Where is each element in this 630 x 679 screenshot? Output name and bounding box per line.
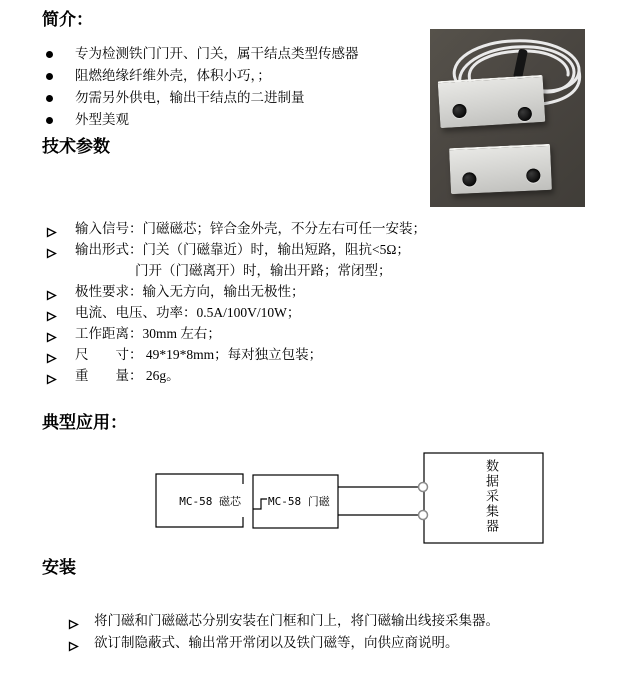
list-item <box>68 610 499 632</box>
product-photo <box>430 29 585 207</box>
collector-box-label: 数据采集器 <box>483 459 498 534</box>
install-list <box>68 610 499 654</box>
list-item <box>46 365 426 386</box>
list-item <box>68 632 499 654</box>
list-item-continuation <box>46 260 426 281</box>
bullet-icon <box>46 73 53 80</box>
tech-item-text: 极性要求：输入无方向，输出无极性； <box>75 284 305 299</box>
tech-item-text: 输入信号：门磁磁芯；锌合金外壳，不分左右可任一安装； <box>75 221 426 236</box>
intro-heading: 简介： <box>42 10 93 30</box>
tech-heading: 技术参数 <box>42 137 110 157</box>
bullet-icon <box>46 117 53 124</box>
tech-item-text: 尺 寸： 49*19*8mm；每对独立包装； <box>75 347 323 362</box>
list-item <box>46 281 426 302</box>
terminal-icon <box>419 511 428 520</box>
intro-list <box>46 43 359 131</box>
list-item <box>46 87 359 109</box>
sensor-block-lower <box>449 144 552 194</box>
screw-hole <box>462 172 477 187</box>
intro-item-text: 勿需另外供电，输出干结点的二进制量 <box>75 90 305 105</box>
list-item <box>46 109 359 131</box>
arrow-bullet-icon <box>46 328 75 349</box>
sensor-block-upper <box>438 75 546 128</box>
tech-item-text: 门开（门磁离开）时，输出开路；常闭型； <box>135 263 392 278</box>
arrow-bullet-icon <box>46 349 75 370</box>
intro-item-text: 外型美观 <box>75 112 129 127</box>
core-box-label: MC-58 磁芯 <box>179 495 241 508</box>
tech-item-text: 重 量： 26g。 <box>75 368 180 383</box>
bullet-icon <box>46 95 53 102</box>
tech-item-text: 工作距离：30mm 左右； <box>75 326 221 341</box>
tech-item-text: 输出形式：门关（门磁靠近）时，输出短路，阻抗<5Ω； <box>75 242 410 257</box>
application-heading: 典型应用： <box>42 413 127 433</box>
tech-list <box>46 218 426 386</box>
list-item <box>46 239 426 260</box>
install-item-text: 将门磁和门磁磁芯分别安装在门框和门上，将门磁输出线接采集器。 <box>94 613 499 628</box>
arrow-bullet-icon <box>46 286 75 307</box>
list-item <box>46 218 426 239</box>
arrow-bullet-icon <box>46 370 75 391</box>
screw-hole <box>526 168 541 183</box>
intro-item-text: 阻燃绝缘纤维外壳，体积小巧，； <box>75 68 271 83</box>
screw-hole <box>517 107 532 122</box>
list-item <box>46 43 359 65</box>
list-item <box>46 65 359 87</box>
list-item <box>46 344 426 365</box>
list-item <box>46 323 426 344</box>
arrow-bullet-icon <box>46 307 75 328</box>
tech-item-text: 电流、电压、功率：0.5A/100V/10W； <box>75 305 301 320</box>
application-diagram <box>120 448 565 548</box>
list-item <box>46 302 426 323</box>
install-item-text: 欲订制隐蔽式、输出常开常闭以及铁门磁等，向供应商说明。 <box>94 635 459 650</box>
switch-box-label: MC-58 门磁 <box>268 495 330 508</box>
intro-item-text: 专为检测铁门门开、门关，属干结点类型传感器 <box>75 46 359 61</box>
arrow-bullet-icon <box>68 637 94 659</box>
terminal-icon <box>419 483 428 492</box>
arrow-bullet-icon <box>68 615 94 637</box>
arrow-bullet-icon <box>46 223 75 244</box>
arrow-bullet-icon <box>46 244 75 265</box>
bullet-icon <box>46 51 53 58</box>
screw-hole <box>452 104 467 119</box>
install-heading: 安装 <box>42 558 76 578</box>
switch-symbol-icon <box>253 499 267 509</box>
